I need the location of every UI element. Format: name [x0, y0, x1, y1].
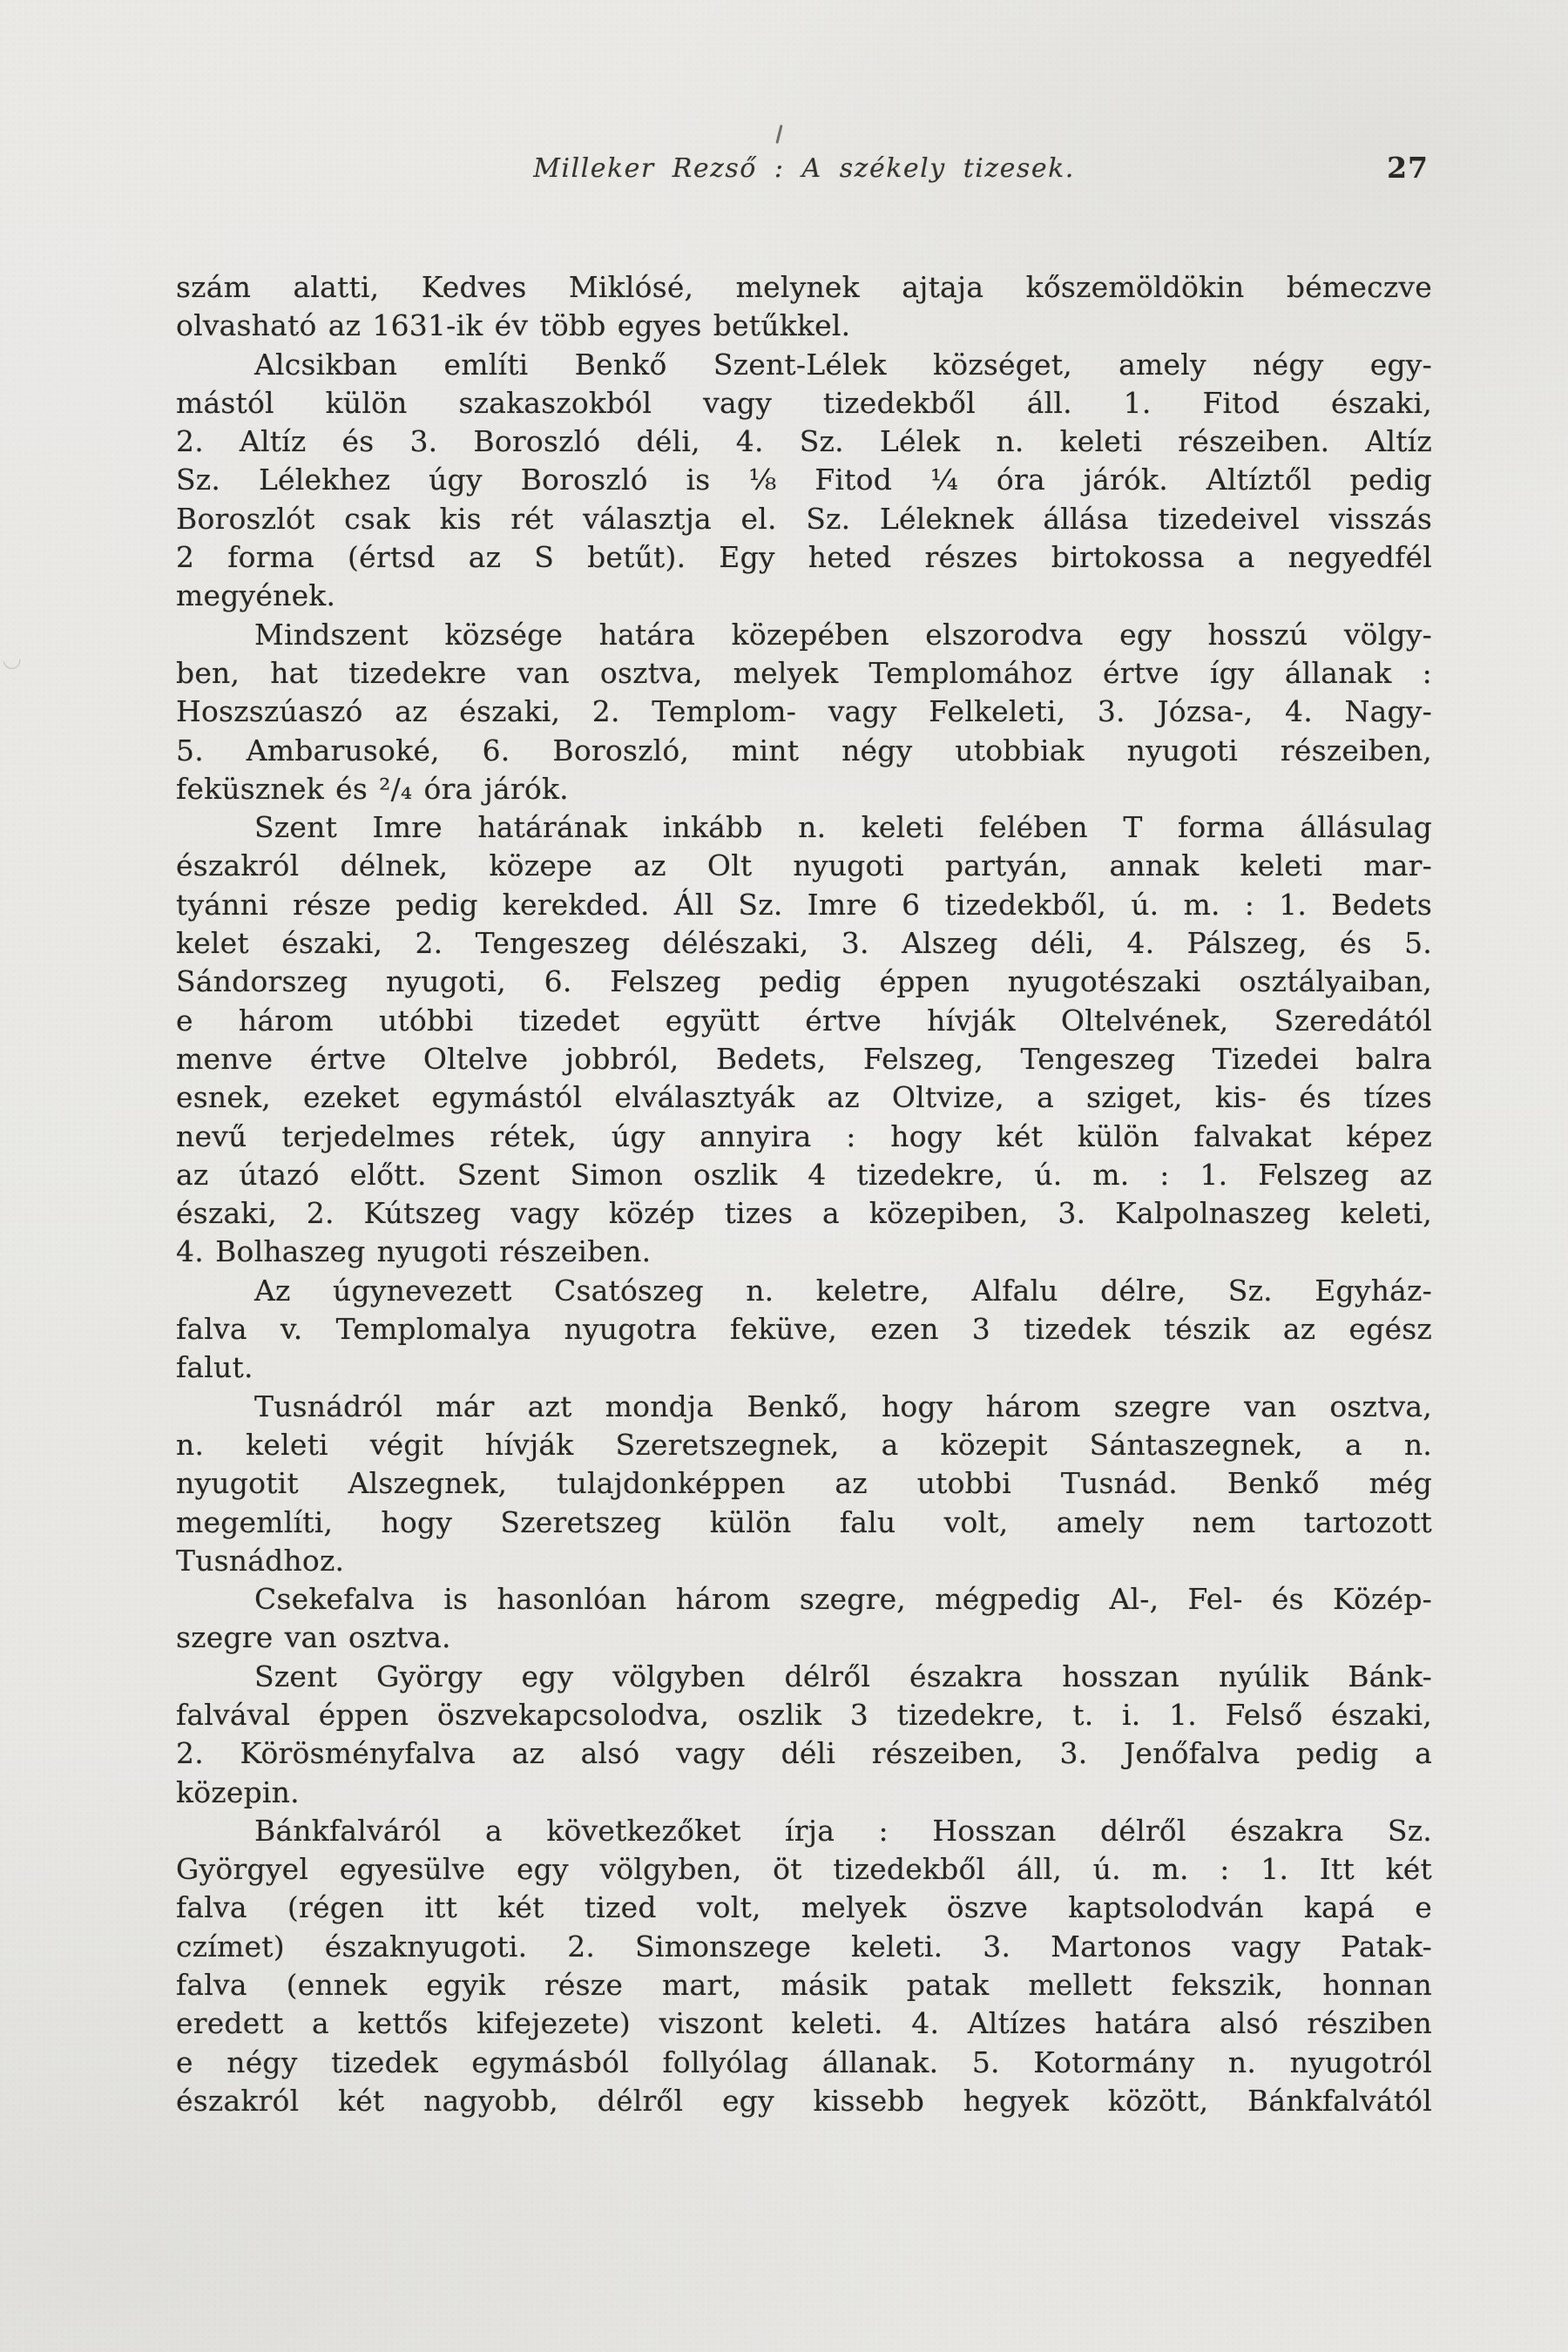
text-line: nyugotit Alszegnek, tulajdonképpen az utobbi Tusnád. Benkő még — [176, 1466, 1432, 1501]
text-line: menve értve Oltelve jobbról, Bedets, Felszeg, Tengeszeg Tizedei balra — [176, 1041, 1432, 1076]
text-line: falvával éppen öszvekapcsolodva, oszlik 3 tizedekre, t. i. 1. Felső északi, — [176, 1697, 1432, 1732]
text-line: Tusnádhoz. — [176, 1543, 345, 1578]
text-line: északról délnek, közepe az Olt nyugoti partyán, annak keleti mar- — [176, 848, 1432, 883]
text-line: Bánkfalváról a következőket írja : Hosszan délről északra Sz. — [254, 1813, 1432, 1848]
text-line: mástól külön szakaszokból vagy tizedekből áll. 1. Fitod északi, — [176, 385, 1432, 420]
text-line: e három utóbbi tizedet együtt értve hívják Oltelvének, Szeredától — [176, 1003, 1432, 1037]
running-header — [176, 153, 1432, 188]
text-line: kelet északi, 2. Tengeszeg délészaki, 3. Alszeg déli, 4. Pálszeg, és 5. — [176, 926, 1432, 961]
text-line: 2. Altíz és 3. Boroszló déli, 4. Sz. Lélek n. keleti részeiben. Altíz — [176, 424, 1432, 459]
text-line: közepin. — [176, 1774, 300, 1809]
page-number: 27 — [1387, 151, 1429, 185]
text-line: északról két nagyobb, délről egy kissebb hegyek között, Bánkfalvától — [176, 2083, 1432, 2118]
text-line: esnek, ezeket egymástól elválasztyák az Oltvize, a sziget, kis- és tízes — [176, 1080, 1432, 1115]
text-line: falva (régen itt két tized volt, melyek öszve kaptsolodván kapá e — [176, 1890, 1432, 1925]
text-line: tyánni része pedig kerekded. Áll Sz. Imre 6 tizedekből, ú. m. : 1. Bedets — [176, 887, 1432, 922]
text-line: ben, hat tizedekre van osztva, melyek Templomához értve így állanak : — [176, 655, 1432, 690]
text-line: Csekefalva is hasonlóan három szegre, mégpedig Al-, Fel- és Közép- — [254, 1582, 1432, 1617]
text-line: 2. Körösményfalva az alsó vagy déli részeiben, 3. Jenőfalva pedig a — [176, 1736, 1432, 1771]
text-line: czímet) északnyugoti. 2. Simonszege keleti. 3. Martonos vagy Patak- — [176, 1929, 1432, 1963]
text-line: n. keleti végit hívják Szeretszegnek, a közepit Sántaszegnek, a n. — [176, 1427, 1432, 1462]
text-line: Tusnádról már azt mondja Benkő, hogy három szegre van osztva, — [254, 1389, 1432, 1423]
text-line: nevű terjedelmes rétek, úgy annyira : hogy két külön falvakat képez — [176, 1119, 1432, 1153]
text-line: északi, 2. Kútszeg vagy közép tizes a közepiben, 3. Kalpolnaszeg keleti, — [176, 1196, 1432, 1231]
text-line: szegre van osztva. — [176, 1620, 451, 1655]
text-line: Sz. Lélekhez úgy Boroszló is ⅛ Fitod ¼ óra járók. Altíztől pedig — [176, 463, 1432, 497]
text-line: Szent György egy völgyben délről északra hosszan nyúlik Bánk- — [254, 1659, 1432, 1693]
text-line: Alcsikban említi Benkő Szent-Lélek községet, amely négy egy- — [254, 347, 1432, 382]
text-line: megemlíti, hogy Szeretszeg külön falu volt, amely nem tartozott — [176, 1504, 1432, 1539]
text-line: falva v. Templomalya nyugotra feküve, ezen 3 tizedek tészik az egész — [176, 1312, 1432, 1347]
text-line: e négy tizedek egymásból follyólag állanak. 5. Kotormány n. nyugotról — [176, 2044, 1432, 2079]
text-line: megyének. — [176, 578, 336, 613]
ink-stray-mark — [775, 125, 782, 144]
body-text — [176, 268, 1432, 2120]
text-line: szám alatti, Kedves Miklósé, melynek ajtaja kőszemöldökin bémeczve — [176, 270, 1432, 304]
text-line: Hoszszúaszó az északi, 2. Templom- vagy Felkeleti, 3. Józsa-, 4. Nagy- — [176, 694, 1432, 729]
text-line: Boroszlót csak kis rét választja el. Sz. Léleknek állása tizedeivel visszás — [176, 501, 1432, 536]
text-line: olvasható az 1631-ik év több egyes betűkkel. — [176, 308, 851, 343]
text-line: falut. — [176, 1350, 253, 1385]
text-line: falva (ennek egyik része mart, másik patak mellett fekszik, honnan — [176, 1968, 1432, 2003]
text-line: 4. Bolhaszeg nyugoti részeiben. — [176, 1234, 652, 1269]
text-line: az útazó előtt. Szent Simon oszlik 4 tizedekre, ú. m. : 1. Felszeg az — [176, 1157, 1432, 1192]
text-line: eredett a kettős kifejezete) viszont keleti. 4. Altízes határa alsó résziben — [176, 2006, 1432, 2041]
running-header-title: Milleker Rezső : A székely tizesek. — [533, 153, 1075, 184]
text-line: feküsznek és ²/₄ óra járók. — [176, 771, 569, 806]
text-line: Györgyel egyesülve egy völgyben, öt tizedekből áll, ú. m. : 1. Itt két — [176, 1852, 1432, 1887]
text-line: Szent Imre határának inkább n. keleti felében T forma állásulag — [254, 810, 1432, 845]
text-line: 2 forma (értsd az S betűt). Egy heted részes birtokossa a negyedfél — [176, 540, 1432, 575]
text-line: Sándorszeg nyugoti, 6. Felszeg pedig éppen nyugotészaki osztályaiban, — [176, 964, 1432, 999]
margin-smudge-mark: ◡ — [0, 645, 24, 674]
text-line: Az úgynevezett Csatószeg n. keletre, Alfalu délre, Sz. Egyház- — [254, 1273, 1432, 1308]
text-line: 5. Ambarusoké, 6. Boroszló, mint négy utobbiak nyugoti részeiben, — [176, 733, 1432, 767]
text-line: Mindszent községe határa közepében elszorodva egy hosszú völgy- — [254, 617, 1432, 652]
